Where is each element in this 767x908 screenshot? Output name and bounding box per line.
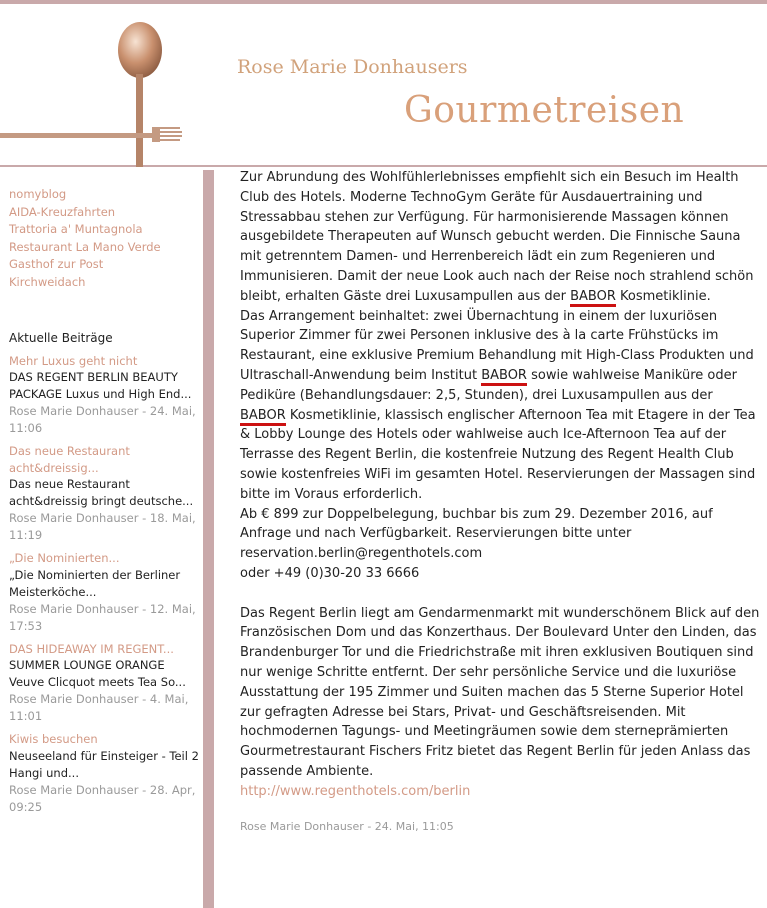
article-paragraph bbox=[240, 307, 762, 505]
recent-post bbox=[9, 353, 199, 438]
blogroll-link[interactable]: nomyblog bbox=[9, 187, 67, 201]
recent-post bbox=[9, 641, 199, 726]
column-divider bbox=[203, 170, 214, 908]
spacer bbox=[240, 584, 762, 604]
article-paragraph: Das Regent Berlin liegt am Gendarmenmarkt mit wunderschönem Blick auf den Französischen Dom und das Konzerthaus. Der Boulevard Unter den Linden, das Brandenburger Tor und die Friedrichstraße mit ihren exklusiven Boutiquen sind nur wenige Schritte entfernt. Der sehr persönliche Service und die luxuriöse Ausstattung der 195 Zimmer und Suiten machen das 5 Sterne Superior Hotel zur gefragten Adresse bei Stars, Privat- und Geschäftsreisenden. Mit hochmodernen Tagungs- und Meetingräumen sowie dem sterneprämierten Gourmetrestaurant Fischers Fritz bietet das Regent Berlin für jeden Anlass das passende Ambiente. bbox=[240, 605, 760, 779]
blogroll-link[interactable]: AIDA-Kreuzfahrten bbox=[9, 204, 116, 219]
recent-post-title[interactable]: Das neue Restaurant acht&dreissig... bbox=[9, 444, 130, 475]
recent-post-title[interactable]: Kiwis besuchen bbox=[9, 732, 98, 747]
blogroll-link[interactable]: Restaurant La Mano Verde bbox=[9, 239, 161, 254]
site-header bbox=[0, 0, 767, 167]
blogroll-link[interactable]: Trattoria a' Muntagnola bbox=[9, 222, 143, 237]
site-subtitle: Rose Marie Donhausers bbox=[237, 56, 468, 78]
recent-post-meta: Rose Marie Donhauser - 18. Mai, 11:19 bbox=[9, 511, 196, 543]
recent-posts-heading: Aktuelle Beiträge bbox=[9, 330, 113, 345]
paragraph-text: Kosmetiklinie, klassisch englischer Afternoon Tea mit Etagere in der Tea & Lobby Lounge des Hotels oder wahlweise auch Ice-Afternoon Tea auf der Terrasse des Regent Berlin, die kostenfreie Nutzung des Regent Health Club sowie kostenfreies WiFi im gesamten Hotel. Reservierungen der Massagen sind bitte im Voraus erforderlich. bbox=[240, 407, 756, 502]
blogroll-link[interactable]: Kirchweidach bbox=[9, 274, 86, 289]
article-meta: Rose Marie Donhauser - 24. Mai, 11:05 bbox=[240, 819, 454, 833]
article-paragraph: Ab € 899 zur Doppelbelegung, buchbar bis zum 29. Dezember 2016, auf Anfrage und nach Verfügbarkeit. Reservierungen bitte unter reservation.berlin@regenthotels.com bbox=[240, 506, 713, 562]
recent-post bbox=[9, 731, 199, 816]
spoon-fork-logo-icon bbox=[0, 4, 220, 167]
recent-post-title[interactable]: Mehr Luxus geht nicht bbox=[9, 353, 138, 368]
blogroll-link[interactable]: Gasthof zur Post bbox=[9, 257, 104, 272]
blogroll bbox=[9, 186, 199, 292]
sidebar bbox=[9, 186, 199, 822]
recent-post-title[interactable]: DAS HIDEAWAY IM REGENT... bbox=[9, 641, 174, 656]
paragraph-text: Zur Abrundung des Wohlfühlerlebnisses empfiehlt sich ein Besuch im Health Club des Hotels. Moderne TechnoGym Geräte für Ausdauertraining und Stressabbau stehen zur Verfügung. Für harmonisierende Massagen können ausgebildete Therapeuten auf Wunsch gebucht werden. Die Finnische Sauna mit getrenntem Damen- und Herrenbereich lädt ein zum Regenieren und Immunisieren. Damit der neue Look auch nach der Reise noch strahlend schön bleibt, erhalten Gäste drei Luxusampullen aus der bbox=[240, 170, 754, 304]
recent-post-excerpt: DAS REGENT BERLIN BEAUTY PACKAGE Luxus und High End... bbox=[9, 370, 192, 402]
recent-post bbox=[9, 550, 199, 635]
article-body bbox=[240, 168, 762, 836]
recent-post-meta: Rose Marie Donhauser - 24. Mai, 11:06 bbox=[9, 404, 196, 436]
babor-highlight: BABOR bbox=[570, 289, 616, 307]
article-paragraph bbox=[240, 168, 762, 307]
recent-post bbox=[9, 443, 199, 544]
recent-post-excerpt: Neuseeland für Einsteiger - Teil 2 Hangi und... bbox=[9, 748, 199, 780]
article-phone: oder +49 (0)30-20 33 6666 bbox=[240, 565, 420, 581]
hotel-link[interactable]: http://www.regenthotels.com/berlin bbox=[240, 783, 471, 799]
recent-post-excerpt: „Die Nominierten der Berliner Meisterköche... bbox=[9, 567, 181, 599]
recent-post-excerpt: SUMMER LOUNGE ORANGE Veuve Clicquot meets Tea So... bbox=[9, 658, 186, 690]
paragraph-text: Kosmetiklinie. bbox=[615, 288, 711, 304]
recent-post-meta: Rose Marie Donhauser - 4. Mai, 11:01 bbox=[9, 692, 189, 724]
recent-post-meta: Rose Marie Donhauser - 28. Apr, 09:25 bbox=[9, 782, 196, 814]
recent-post-meta: Rose Marie Donhauser - 12. Mai, 17:53 bbox=[9, 601, 196, 633]
recent-post-excerpt: Das neue Restaurant acht&dreissig bringt deutsche... bbox=[9, 477, 194, 509]
paragraph-text: sowie wahlweise Maniküre oder Pediküre (Behandlungsdauer: 2,5, Stunden), drei Luxusampullen aus der bbox=[240, 367, 737, 403]
recent-post-title[interactable]: „Die Nominierten... bbox=[9, 551, 120, 566]
paragraph-text: Das Arrangement beinhaltet: zwei Übernachtung in einem der luxuriösen Superior Zimmer für zwei Personen inklusive des à la carte Frühstücks im Restaurant, eine exklusive Premium Behandlung mit High-Class Produkten und Ultraschall-Anwendung beim Institut bbox=[240, 308, 754, 383]
site-title: Gourmetreisen bbox=[404, 90, 685, 131]
babor-highlight: BABOR bbox=[240, 408, 286, 426]
babor-highlight: BABOR bbox=[481, 368, 527, 386]
